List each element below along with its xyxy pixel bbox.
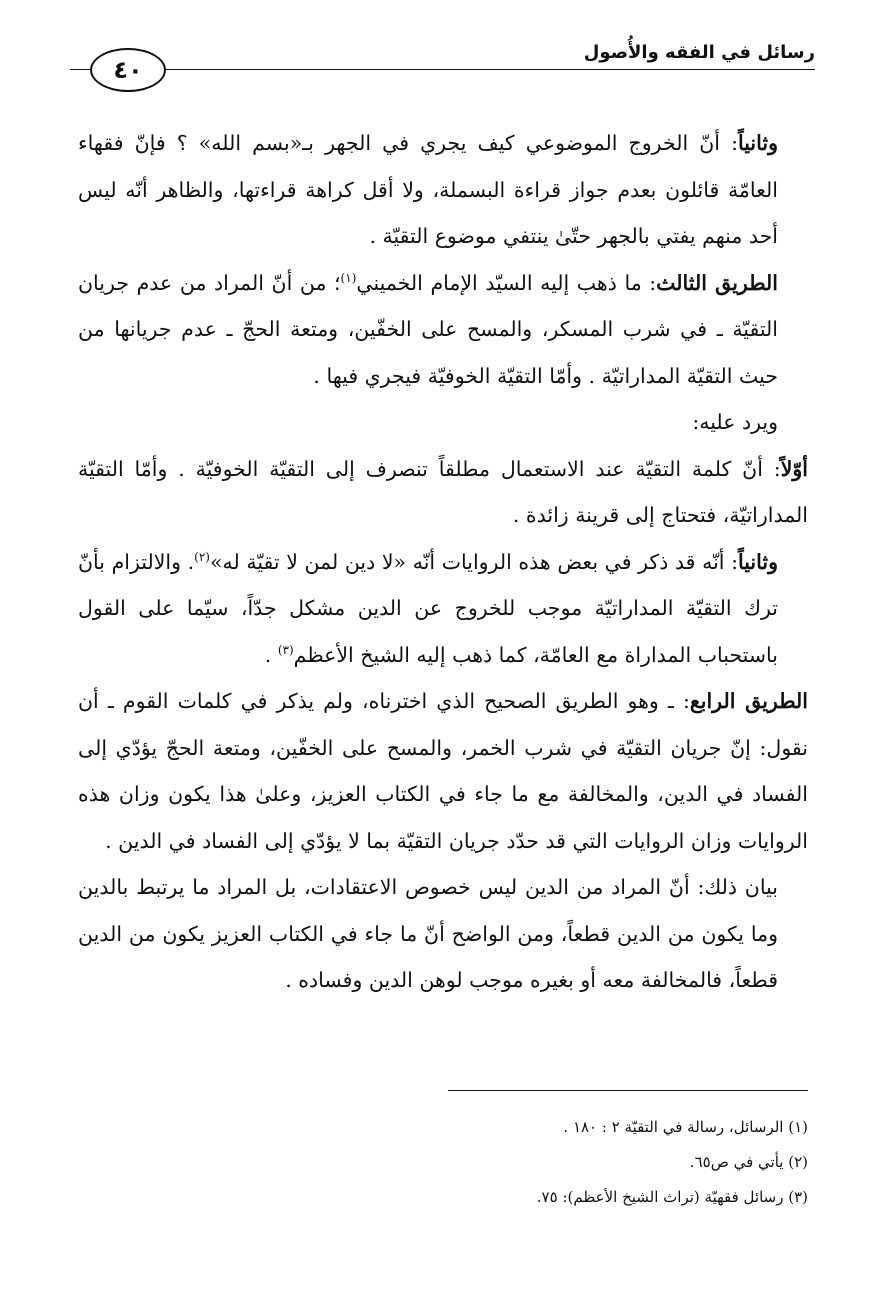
paragraph-lead: الطريق الرابع [689, 689, 808, 713]
footnote-ref: (٣) [277, 642, 294, 657]
footnote-ref: (١) [340, 270, 357, 285]
paragraph-lead: الطريق الثالث [656, 270, 778, 295]
paragraph-text: : أنّ الخروج الموضوعي كيف يجري في الجهر بـ«بسم الله» ؟ فإنّ فقهاء العامّة قائلون بعدم جواز قراءة البسملة، ولا أقل كراهة قراءتها، والظاهر أنّه ليس أحد منهم يفتي بالجهر حتّىٰ ينتفي موضوع التقيّة . [78, 131, 778, 248]
paragraph-text: ويرد عليه: [692, 410, 778, 434]
paragraph-text: : أنّ كلمة التقيّة عند الاستعمال مطلقاً تنصرف إلى التقيّة الخوفيّة . وأمّا التقيّة المداراتيّة، فتحتاج إلى قرينة زائدة . [78, 456, 808, 527]
footnote: (٣) رسائل فقهيّة (تراث الشيخ الأعظم): ٧٥. [536, 1188, 808, 1206]
paragraph-lead: وثانياً [738, 131, 778, 155]
footnote: (٢) يأتي في ص٦٥. [689, 1153, 808, 1171]
paragraph [78, 260, 808, 400]
paragraph [78, 864, 808, 1004]
paragraph [78, 678, 808, 864]
paragraph [78, 539, 808, 679]
paragraph-text: . [264, 642, 278, 667]
header-rule [70, 69, 815, 70]
paragraph-lead: وثانياً [738, 549, 778, 574]
page-number: ٤٠ [90, 48, 166, 92]
paragraph-text: . والالتزام بأنّ ترك التقيّة المداراتيّة موجب للخروج عن الدين مشكل جدّاً، سيّما على القول باستحباب المداراة مع العامّة، كما ذهب إليه الشيخ الأعظم [78, 549, 778, 667]
paragraph-lead: أوّلاً [780, 456, 808, 481]
paragraph [78, 120, 808, 260]
body-text [78, 120, 808, 1004]
footnotes [78, 1110, 808, 1215]
footnote-ref: (٢) [194, 549, 210, 564]
paragraph [78, 399, 808, 446]
running-title: رسائل في الفقه والأُصول [583, 42, 815, 63]
paragraph-text: : ما ذهب إليه السيّد الإمام الخميني [356, 270, 657, 295]
paragraph-text: : أنّه قد ذكر في بعض هذه الروايات أنّه «لا دين لمن لا تقيّة له» [209, 549, 738, 574]
paragraph-text: : ـ وهو الطريق الصحيح الذي اخترناه، ولم يذكر في كلمات القوم ـ أن نقول: إنّ جريان التقيّة في شرب الخمر، والمسح على الخفّين، ومتعة الحجّ يؤدّي إلى الفساد في الدين، والمخالفة مع ما جاء في الكتاب العزيز، وعلىٰ هذا يكون وزان هذه الروايات وزان الروايات التي قد حدّد جريان التقيّة بما لا يؤدّي إلى الفساد في الدين . [78, 689, 808, 853]
footnote: (١) الرسائل، رسالة في التقيّة ٢ : ١٨٠ . [563, 1118, 808, 1136]
paragraph-text: ؛ من أنّ المراد من عدم جريان التقيّة ـ في شرب المسكر، والمسح على الخفّين، ومتعة الحجّ ـ عدم جريانها من حيث التقيّة المداراتيّة . وأمّا التقيّة الخوفيّة فيجري فيها . [78, 270, 778, 388]
page-header [70, 38, 815, 82]
footnote-separator [448, 1090, 808, 1091]
paragraph [78, 446, 808, 539]
paragraph-text: بيان ذلك: أنّ المراد من الدين ليس خصوص الاعتقادات، بل المراد ما يرتبط بالدين وما يكون من الدين قطعاً، ومن الواضح أنّ ما جاء في الكتاب العزيز يكون من الدين قطعاً، فالمخالفة معه أو بغيره موجب لوهن الدين وفساده . [78, 875, 778, 992]
